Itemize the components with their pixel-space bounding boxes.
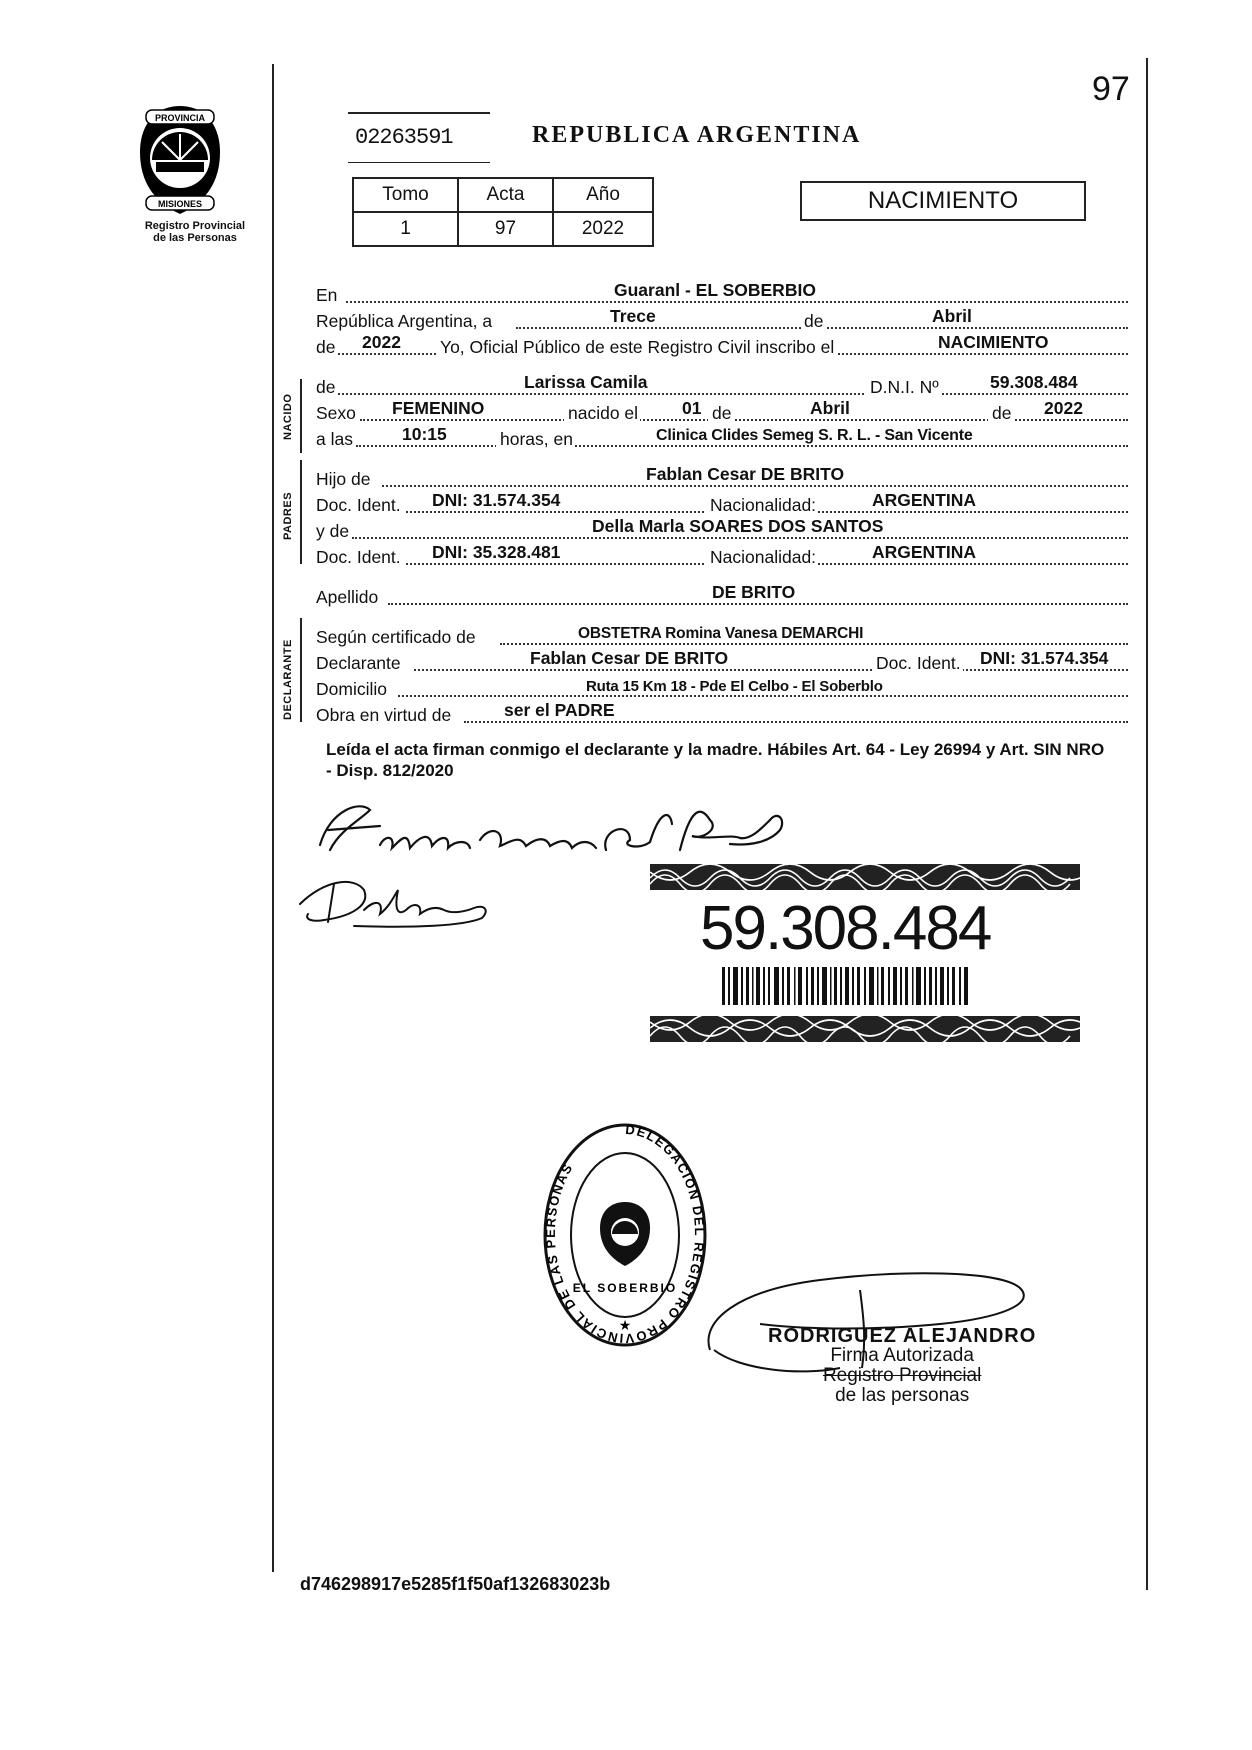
barcode-number: 59.308.484	[700, 894, 991, 963]
authority-office-line1: Registro Provincial	[822, 1365, 982, 1386]
dotted-leader	[464, 721, 1128, 723]
value-lugar-nac: Clinica Clides Semeg S. R. L. - San Vicente	[656, 427, 973, 444]
label-sexo: Sexo	[316, 403, 356, 423]
serial-rule-bottom	[348, 162, 490, 163]
label-doc-ident: Doc. Ident.	[316, 547, 401, 567]
dotted-leader	[352, 537, 1128, 539]
value-nombre: Larissa Camila	[524, 372, 648, 392]
declarante-bracket	[300, 618, 302, 722]
record-table	[352, 177, 654, 247]
dotted-leader	[388, 603, 1128, 605]
svg-text:★: ★	[618, 1318, 632, 1334]
row-sexo	[316, 398, 1128, 424]
authority-office-line2: de las personas	[835, 1385, 970, 1406]
mother-signature	[294, 870, 494, 930]
label-de: de	[708, 403, 733, 424]
row-apellido	[316, 582, 1128, 608]
row-madre	[316, 516, 1128, 542]
label-en: En	[316, 285, 338, 305]
value-declarante: Fablan Cesar DE BRITO	[530, 648, 729, 668]
label-y-de: y de	[316, 521, 350, 541]
row-padre-doc	[316, 490, 1128, 516]
value-domicilio: Ruta 15 Km 18 - Pde El Celbo - El Soberblo	[586, 678, 883, 695]
acta-value: 97	[458, 212, 553, 246]
nacido-bracket	[300, 379, 302, 453]
value-anio-inscripcion: 2022	[362, 332, 401, 352]
page-number: 97	[1092, 70, 1130, 108]
value-tipo: NACIMIENTO	[938, 332, 1049, 352]
authority-block	[768, 1326, 1036, 1406]
value-dia-inscripcion: Trece	[610, 306, 656, 326]
closing-text: Leída el acta firman conmigo el declarante y la madre. Hábiles Art. 64 - Ley 26994 y Art. SIN NRO - Disp. 812/2020	[326, 740, 1105, 780]
row-madre-doc	[316, 542, 1128, 568]
authority-name: RODRIGUEZ ALEJANDRO	[768, 1325, 1037, 1347]
value-mes-nac: Abril	[810, 398, 850, 418]
section-label-declarante: DECLARANTE	[282, 639, 294, 720]
section-label-padres: PADRES	[282, 491, 294, 540]
registry-caption-line2: de las Personas	[153, 232, 237, 244]
record-table-header: Acta	[458, 178, 553, 212]
value-obra: ser el PADRE	[504, 700, 615, 720]
value-sexo: FEMENINO	[392, 398, 485, 418]
row-nombre	[316, 372, 1128, 398]
value-dni: 59.308.484	[990, 372, 1078, 392]
label-hijo-de: Hijo de	[316, 469, 371, 489]
label-republica: República Argentina, a	[316, 311, 493, 331]
dotted-leader	[500, 643, 1128, 645]
label-nacionalidad: Nacionalidad:	[706, 547, 818, 568]
value-apellido: DE BRITO	[712, 582, 796, 602]
logo-bottom-text: MISIONES	[157, 199, 203, 209]
row-certificado	[316, 622, 1128, 648]
row-domicilio	[316, 674, 1128, 700]
registry-caption-line1: Registro Provincial	[144, 220, 246, 232]
value-padre-doc: DNI: 31.574.354	[432, 490, 561, 510]
value-madre: Della Marla SOARES DOS SANTOS	[592, 516, 884, 536]
label-de: de	[804, 311, 824, 331]
row-hora	[316, 424, 1128, 450]
label-obra: Obra en virtud de	[316, 705, 452, 725]
registry-caption	[110, 220, 280, 244]
dotted-leader	[382, 485, 1128, 487]
authority-role: Firma Autorizada	[830, 1345, 974, 1366]
label-nacido-el: nacido el	[564, 403, 640, 424]
label-domicilio: Domicilio	[316, 679, 387, 699]
record-table-value-row	[353, 212, 653, 246]
dotted-leader	[356, 445, 1128, 447]
value-padre: Fablan Cesar DE BRITO	[646, 464, 845, 484]
stamp-center-text: EL SOBERBIO	[572, 1281, 678, 1295]
value-declarante-doc: DNI: 31.574.354	[980, 648, 1109, 668]
declarant-signature	[300, 790, 790, 870]
country-title: REPUBLICA ARGENTINA	[532, 122, 862, 148]
logo-top-text: PROVINCIA	[154, 113, 206, 123]
barcode	[722, 967, 968, 1005]
label-doc-ident: Doc. Ident.	[316, 495, 401, 515]
dotted-leader	[414, 669, 1128, 671]
record-table-header: Año	[553, 178, 653, 212]
section-label-nacido: NACIDO	[282, 393, 294, 440]
security-pattern-top	[650, 864, 1080, 890]
document-hash: d746298917e5285f1f50af132683023b	[300, 1574, 611, 1594]
label-a-las: a las	[316, 429, 353, 449]
serial-number: 02263591	[355, 125, 453, 150]
record-type-box: NACIMIENTO	[800, 181, 1086, 221]
label-de: de	[988, 403, 1013, 424]
row-lugar	[316, 280, 1128, 306]
label-nacionalidad: Nacionalidad:	[706, 495, 818, 516]
label-dni: D.N.I. Nº	[866, 377, 941, 398]
value-certificado: OBSTETRA Romina Vanesa DEMARCHI	[578, 625, 864, 642]
record-table-header: Tomo	[353, 178, 458, 212]
padres-bracket	[300, 460, 302, 564]
value-dia-nac: 01	[682, 398, 702, 418]
label-doc-ident: Doc. Ident.	[872, 653, 963, 674]
tomo-value: 1	[353, 212, 458, 246]
dotted-leader	[338, 393, 1128, 395]
value-madre-nac: ARGENTINA	[872, 542, 977, 562]
serial-rule-top	[348, 112, 490, 114]
row-declarante	[316, 648, 1128, 674]
stamp-ring-text: DELEGACION DEL REGISTRO PROVINCIAL DE LAS PERSONAS	[542, 1121, 707, 1347]
label-declarante: Declarante	[316, 653, 401, 673]
value-lugar: Guaranl - EL SOBERBIO	[614, 280, 816, 300]
value-madre-doc: DNI: 35.328.481	[432, 542, 561, 562]
label-yo-oficial: Yo, Oficial Público de este Registro Civil inscribo el	[440, 337, 835, 357]
registry-logo	[124, 102, 236, 220]
label-de: de	[316, 377, 336, 397]
value-padre-nac: ARGENTINA	[872, 490, 977, 510]
value-anio-nac: 2022	[1044, 398, 1083, 418]
value-hora: 10:15	[402, 424, 447, 444]
row-obra	[316, 700, 1128, 726]
official-stamp	[540, 1120, 710, 1350]
label-segun: Según certificado de	[316, 627, 476, 647]
row-padre	[316, 464, 1128, 490]
record-table-header-row	[353, 178, 653, 212]
label-apellido: Apellido	[316, 587, 379, 607]
left-margin-line	[272, 64, 274, 1572]
row-fecha-inscripcion	[316, 306, 1128, 332]
value-mes-inscripcion: Abril	[932, 306, 972, 326]
anio-value: 2022	[553, 212, 653, 246]
right-margin-line	[1146, 58, 1148, 1590]
label-de: de	[316, 337, 336, 357]
label-horas-en: horas, en	[496, 429, 575, 450]
dotted-leader	[346, 301, 1128, 303]
dotted-leader	[398, 695, 1128, 697]
row-inscripcion	[316, 332, 1128, 358]
security-pattern-bottom	[650, 1016, 1080, 1042]
